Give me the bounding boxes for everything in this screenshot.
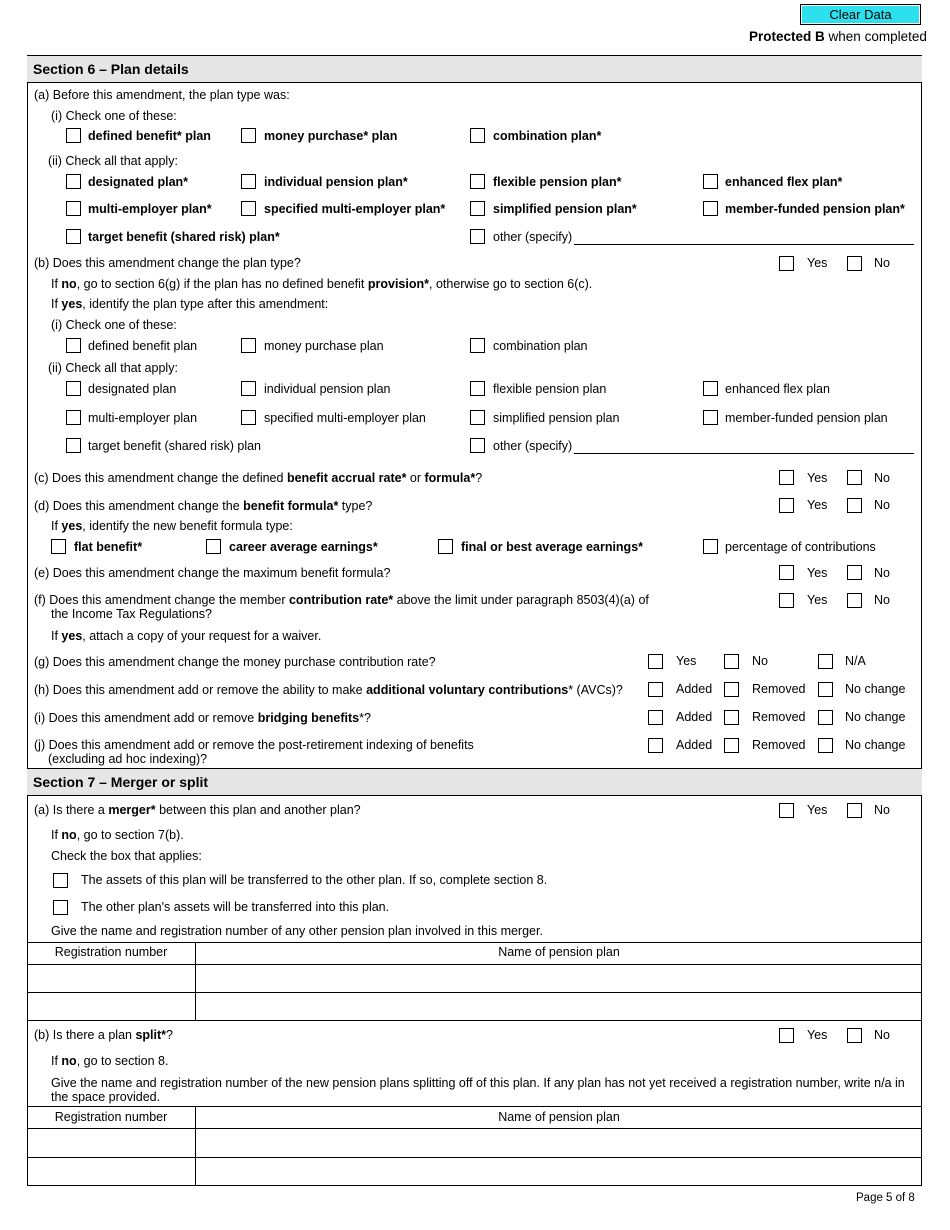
a-individual-checkbox[interactable] — [241, 174, 256, 189]
d-career-average-label: career average earnings* — [229, 540, 378, 554]
check-one-label: (i) Check one of these: — [51, 109, 177, 123]
split-reg-input-2[interactable] — [28, 1158, 194, 1185]
a-defined-benefit-label: defined benefit* plan — [88, 129, 211, 143]
a-flexible-checkbox[interactable] — [470, 174, 485, 189]
question-6b: (b) Does this amendment change the plan type? — [34, 256, 301, 270]
f-no-checkbox[interactable] — [847, 593, 862, 608]
d-final-average-label: final or best average earnings* — [461, 540, 644, 554]
a-money-purchase-checkbox[interactable] — [241, 128, 256, 143]
e-no-checkbox[interactable] — [847, 565, 862, 580]
a-designated-label: designated plan* — [88, 175, 189, 189]
i-removed-checkbox[interactable] — [724, 710, 739, 725]
merger-check-box-label: Check the box that applies: — [51, 849, 202, 863]
question-6j: (j) Does this amendment add or remove the post-retirement indexing of benefits — [34, 738, 474, 752]
split-col-registration: Registration number — [54, 1110, 168, 1124]
merger-yes-label: Yes — [807, 803, 828, 817]
merger-name-input-2[interactable] — [197, 993, 921, 1019]
question-6j-line2: (excluding ad hoc indexing)? — [48, 752, 208, 766]
b-defined-benefit-label: defined benefit plan — [88, 339, 198, 353]
merger-assets-out-label: The assets of this plan will be transferred to the other plan. If so, complete section 8. — [81, 873, 548, 887]
c-yes-checkbox[interactable] — [779, 470, 794, 485]
a-enhanced-flex-checkbox[interactable] — [703, 174, 718, 189]
b-yes-label: Yes — [807, 256, 828, 270]
f-no-label: No — [874, 593, 890, 607]
b-designated-label: designated plan — [88, 382, 177, 396]
h-no-change-checkbox[interactable] — [818, 682, 833, 697]
b-other-specify-field[interactable] — [574, 453, 914, 454]
split-give-instruction-line2: the space provided. — [51, 1090, 161, 1104]
g-no-checkbox[interactable] — [724, 654, 739, 669]
merger-give-instruction: Give the name and registration number of any other pension plan involved in this merger. — [51, 924, 543, 938]
question-7a: (a) Is there a merger* between this plan and another plan? — [34, 803, 361, 817]
question-6h: (h) Does this amendment add or remove the ability to make additional voluntary contributions* (AVCs)? — [34, 683, 623, 697]
c-yes-label: Yes — [807, 471, 828, 485]
b-combination-checkbox[interactable] — [470, 338, 485, 353]
c-no-checkbox[interactable] — [847, 470, 862, 485]
protected-b-rest: when completed — [828, 29, 927, 44]
b-other-label: other (specify) — [493, 439, 573, 453]
b-target-benefit-checkbox[interactable] — [66, 438, 81, 453]
d-percentage-checkbox[interactable] — [703, 539, 718, 554]
clear-data-button[interactable]: Clear Data — [800, 4, 921, 25]
a-combination-checkbox[interactable] — [470, 128, 485, 143]
b-member-funded-label: member-funded pension plan — [725, 411, 888, 425]
merger-assets-in-checkbox[interactable] — [53, 900, 68, 915]
a-member-funded-label: member-funded pension plan* — [725, 202, 905, 216]
section-6-header: Section 6 – Plan details — [27, 55, 922, 83]
merger-table-bottom — [27, 1020, 922, 1021]
d-if-yes-instruction: If yes, identify the new benefit formula type: — [51, 519, 293, 533]
question-6g: (g) Does this amendment change the money purchase contribution rate? — [34, 655, 436, 669]
a-multi-employer-checkbox[interactable] — [66, 201, 81, 216]
a-defined-benefit-checkbox[interactable] — [66, 128, 81, 143]
d-yes-checkbox[interactable] — [779, 498, 794, 513]
merger-name-input-1[interactable] — [197, 965, 921, 991]
b-money-purchase-label: money purchase plan — [264, 339, 384, 353]
a-money-purchase-label: money purchase* plan — [264, 129, 398, 143]
merger-no-label: No — [874, 803, 890, 817]
a-designated-checkbox[interactable] — [66, 174, 81, 189]
b-defined-benefit-checkbox[interactable] — [66, 338, 81, 353]
b-enhanced-flex-checkbox[interactable] — [703, 381, 718, 396]
i-removed-label: Removed — [752, 710, 806, 724]
a-flexible-label: flexible pension plan* — [493, 175, 622, 189]
merger-reg-input-1[interactable] — [28, 965, 194, 991]
b-no-checkbox[interactable] — [847, 256, 862, 271]
d-flat-benefit-checkbox[interactable] — [51, 539, 66, 554]
h-removed-checkbox[interactable] — [724, 682, 739, 697]
question-6c: (c) Does this amendment change the defined benefit accrual rate* or formula*? — [34, 471, 483, 485]
b-yes-checkbox[interactable] — [779, 256, 794, 271]
j-removed-checkbox[interactable] — [724, 738, 739, 753]
b-flexible-label: flexible pension plan — [493, 382, 607, 396]
merger-table-divider — [195, 942, 196, 1020]
split-table-top — [27, 1106, 922, 1107]
e-no-label: No — [874, 566, 890, 580]
b-multi-employer-label: multi-employer plan — [88, 411, 198, 425]
a-other-label: other (specify) — [493, 230, 573, 244]
j-no-change-checkbox[interactable] — [818, 738, 833, 753]
merger-col-registration: Registration number — [54, 945, 168, 959]
a-specified-multi-employer-checkbox[interactable] — [241, 201, 256, 216]
split-no-checkbox[interactable] — [847, 1028, 862, 1043]
merger-yes-checkbox[interactable] — [779, 803, 794, 818]
merger-if-no-instruction: If no, go to section 7(b). — [51, 828, 184, 842]
split-table-divider — [195, 1106, 196, 1185]
split-name-input-1[interactable] — [197, 1129, 921, 1156]
a-other-checkbox[interactable] — [470, 229, 485, 244]
merger-table-top — [27, 942, 922, 943]
merger-no-checkbox[interactable] — [847, 803, 862, 818]
b-other-checkbox[interactable] — [470, 438, 485, 453]
split-if-no-instruction: If no, go to section 8. — [51, 1054, 169, 1068]
d-no-label: No — [874, 498, 890, 512]
c-no-label: No — [874, 471, 890, 485]
i-no-change-label: No change — [845, 710, 906, 724]
a-member-funded-checkbox[interactable] — [703, 201, 718, 216]
h-added-checkbox[interactable] — [648, 682, 663, 697]
a-individual-label: individual pension plan* — [264, 175, 408, 189]
question-6a: (a) Before this amendment, the plan type was: — [34, 88, 290, 102]
question-6f-line2: the Income Tax Regulations? — [51, 607, 212, 621]
split-reg-input-1[interactable] — [28, 1129, 194, 1156]
d-no-checkbox[interactable] — [847, 498, 862, 513]
a-specified-multi-employer-label: specified multi-employer plan* — [264, 202, 446, 216]
b-individual-label: individual pension plan — [264, 382, 391, 396]
split-give-instruction: Give the name and registration number of the new pension plans splitting off of this plan. If any plan has not yet received a registration number, write n/a in — [51, 1076, 905, 1090]
d-career-average-checkbox[interactable] — [206, 539, 221, 554]
check-all-label: (ii) Check all that apply: — [48, 154, 178, 168]
merger-col-name: Name of pension plan — [498, 945, 620, 959]
d-final-average-checkbox[interactable] — [438, 539, 453, 554]
b-combination-label: combination plan — [493, 339, 588, 353]
section-7-header: Section 7 – Merger or split — [27, 768, 922, 796]
e-yes-checkbox[interactable] — [779, 565, 794, 580]
split-name-input-2[interactable] — [197, 1158, 921, 1185]
question-6f: (f) Does this amendment change the member contribution rate* above the limit under paragraph 8503(4)(a) of — [34, 593, 649, 607]
b-multi-employer-checkbox[interactable] — [66, 410, 81, 425]
j-added-label: Added — [676, 738, 713, 752]
d-percentage-label: percentage of contributions — [725, 540, 876, 554]
merger-assets-out-checkbox[interactable] — [53, 873, 68, 888]
b-if-no-instruction: If no, go to section 6(g) if the plan has no defined benefit provision*, otherwise go to section 6(c). — [51, 277, 593, 291]
question-7b: (b) Is there a plan split*? — [34, 1028, 173, 1042]
a-combination-label: combination plan* — [493, 129, 602, 143]
g-yes-label: Yes — [676, 654, 697, 668]
b-enhanced-flex-label: enhanced flex plan — [725, 382, 830, 396]
b-simplified-checkbox[interactable] — [470, 410, 485, 425]
g-na-label: N/A — [845, 654, 866, 668]
split-col-name: Name of pension plan — [498, 1110, 620, 1124]
b-if-yes-instruction: If yes, identify the plan type after this amendment: — [51, 297, 329, 311]
a-enhanced-flex-label: enhanced flex plan* — [725, 175, 843, 189]
b-specified-multi-employer-label: specified multi-employer plan — [264, 411, 426, 425]
b-specified-multi-employer-checkbox[interactable] — [241, 410, 256, 425]
f-yes-label: Yes — [807, 593, 828, 607]
question-6e: (e) Does this amendment change the maximum benefit formula? — [34, 566, 391, 580]
f-if-yes-instruction: If yes, attach a copy of your request for a waiver. — [51, 629, 322, 643]
g-no-label: No — [752, 654, 768, 668]
h-removed-label: Removed — [752, 682, 806, 696]
b-individual-checkbox[interactable] — [241, 381, 256, 396]
j-no-change-label: No change — [845, 738, 906, 752]
b-member-funded-checkbox[interactable] — [703, 410, 718, 425]
a-multi-employer-label: multi-employer plan* — [88, 202, 212, 216]
b-check-one-label: (i) Check one of these: — [51, 318, 177, 332]
a-target-benefit-label: target benefit (shared risk) plan* — [88, 230, 280, 244]
h-no-change-label: No change — [845, 682, 906, 696]
i-added-label: Added — [676, 710, 713, 724]
f-yes-checkbox[interactable] — [779, 593, 794, 608]
i-added-checkbox[interactable] — [648, 710, 663, 725]
h-added-label: Added — [676, 682, 713, 696]
b-no-label: No — [874, 256, 890, 270]
question-6i: (i) Does this amendment add or remove bridging benefits*? — [34, 711, 371, 725]
a-target-benefit-checkbox[interactable] — [66, 229, 81, 244]
split-yes-label: Yes — [807, 1028, 828, 1042]
e-yes-label: Yes — [807, 566, 828, 580]
merger-assets-in-label: The other plan's assets will be transferred into this plan. — [81, 900, 390, 914]
d-flat-benefit-label: flat benefit* — [74, 540, 143, 554]
b-check-all-label: (ii) Check all that apply: — [48, 361, 178, 375]
a-other-specify-field[interactable] — [574, 244, 914, 245]
merger-reg-input-2[interactable] — [28, 993, 194, 1019]
j-removed-label: Removed — [752, 738, 806, 752]
question-6d: (d) Does this amendment change the benefit formula* type? — [34, 499, 373, 513]
b-target-benefit-label: target benefit (shared risk) plan — [88, 439, 262, 453]
b-simplified-label: simplified pension plan — [493, 411, 620, 425]
g-yes-checkbox[interactable] — [648, 654, 663, 669]
i-no-change-checkbox[interactable] — [818, 710, 833, 725]
d-yes-label: Yes — [807, 498, 828, 512]
b-flexible-checkbox[interactable] — [470, 381, 485, 396]
a-simplified-label: simplified pension plan* — [493, 202, 637, 216]
page-number: Page 5 of 8 — [856, 1192, 915, 1204]
j-added-checkbox[interactable] — [648, 738, 663, 753]
split-yes-checkbox[interactable] — [779, 1028, 794, 1043]
protected-b-bold: Protected B — [749, 29, 825, 44]
split-no-label: No — [874, 1028, 890, 1042]
g-na-checkbox[interactable] — [818, 654, 833, 669]
protected-b-label — [749, 29, 927, 44]
b-designated-checkbox[interactable] — [66, 381, 81, 396]
b-money-purchase-checkbox[interactable] — [241, 338, 256, 353]
a-simplified-checkbox[interactable] — [470, 201, 485, 216]
